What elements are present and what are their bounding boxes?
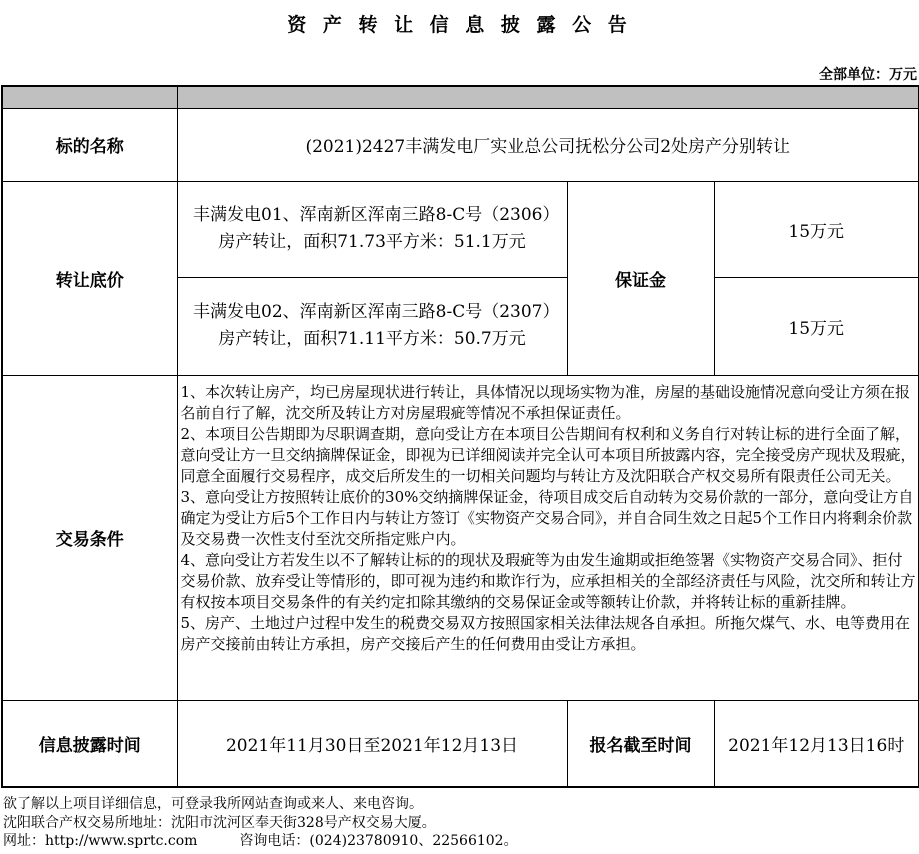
dates-row xyxy=(2,700,919,787)
target-name-row xyxy=(2,108,919,181)
footer-line-3: 网址：http://www.sprtc.com 咨询电话：(024)23780910、22566102。 xyxy=(3,833,518,849)
disclosure-period: 2021年11月30日至2021年12月13日 xyxy=(177,700,567,787)
page-title: 资 产 转 让 信 息 披 露 公 告 xyxy=(287,14,632,36)
footer-notes xyxy=(3,795,518,851)
conditions-row xyxy=(2,375,919,700)
condition-item-2: 2、本项目公告期即为尽职调查期，意向受让方在本项目公告期间有权利和义务自行对转让标的进行全面了解，意向受让方一旦交纳摘牌保证金，即视为已详细阅读并完全认可本项目所披露内容，完全接受房产现状及瑕疵，同意全面履行交易程序，成交后所发生的一切相关问题均与转让方及沈阳联合产权交易所有限责任公司无关。 xyxy=(180,424,916,485)
registration-deadline: 2021年12月13日16时 xyxy=(714,700,919,787)
condition-item-4: 4、意向受让方若发生以不了解转让标的的现状及瑕疵等为由发生逾期或拒绝签署《实物资产交易合同》、拒付交易价款、放弃受让等情形的，即可视为违约和欺诈行为，应承担相关的全部经济责任与风险，沈交所和转让方有权按本项目交易条件的有关约定扣除其缴纳的交易保证金或等额转让价款，并将转让标的重新挂牌。 xyxy=(180,550,916,611)
condition-item-5: 5、房产、土地过户过程中发生的税费交易双方按照国家相关法律法规各自承担。所拖欠煤气、水、电等费用在房产交接前由转让方承担，房产交接后产生的任何费用由受让方承担。 xyxy=(180,613,911,653)
lot-1-description: 丰满发电01、浑南新区浑南三路8-C号（2306）房产转让，面积71.73平方米：51.1万元 xyxy=(193,205,551,252)
lot-1-deposit: 15万元 xyxy=(714,181,919,277)
conditions-label: 交易条件 xyxy=(2,375,177,700)
footer-line-2: 沈阳联合产权交易所地址：沈阳市沈河区奉天街328号产权交易大厦。 xyxy=(3,814,436,831)
lot-1-description-cell xyxy=(177,181,567,277)
lot-2-description: 丰满发电02、浑南新区浑南三路8-C号（2307）房产转让，面积71.11平方米：50.7万元 xyxy=(193,302,551,349)
lot-2-deposit: 15万元 xyxy=(714,277,919,375)
header-cell-left xyxy=(2,86,177,108)
table-header-row xyxy=(2,86,919,108)
base-price-label: 转让底价 xyxy=(2,181,177,375)
condition-item-1: 1、本次转让房产，均已房屋现状进行转让，具体情况以现场实物为准，房屋的基础设施情况意向受让方须在报名前自行了解，沈交所及转让方对房屋瑕疵等情况不承担保证责任。 xyxy=(180,382,911,422)
footer-line-1: 欲了解以上项目详细信息，可登录我所网站查询或来人、来电咨询。 xyxy=(3,796,423,812)
conditions-cell xyxy=(177,375,919,700)
lot-row-1 xyxy=(2,181,919,277)
lot-2-description-cell xyxy=(177,277,567,375)
conditions-text xyxy=(178,376,919,657)
disclosure-table xyxy=(1,85,919,788)
target-name-value: (2021)2427丰满发电厂实业总公司抚松分公司2处房产分别转让 xyxy=(177,108,919,181)
condition-item-3: 3、意向受让方按照转让底价的30%交纳摘牌保证金，待项目成交后自动转为交易价款的一部分，意向受让方自确定为受让方后5个工作日内与转让方签订《实物资产交易合同》，并自合同生效之日起5个工作日内将剩余价款及交易费一次性支付至沈交所指定账户内。 xyxy=(180,487,914,548)
unit-note: 全部单位：万元 xyxy=(819,67,917,83)
deposit-label: 保证金 xyxy=(567,181,714,375)
registration-deadline-label: 报名截至时间 xyxy=(567,700,714,787)
disclosure-time-label: 信息披露时间 xyxy=(2,700,177,787)
target-name-label: 标的名称 xyxy=(2,108,177,181)
header-cell-right xyxy=(177,86,919,108)
